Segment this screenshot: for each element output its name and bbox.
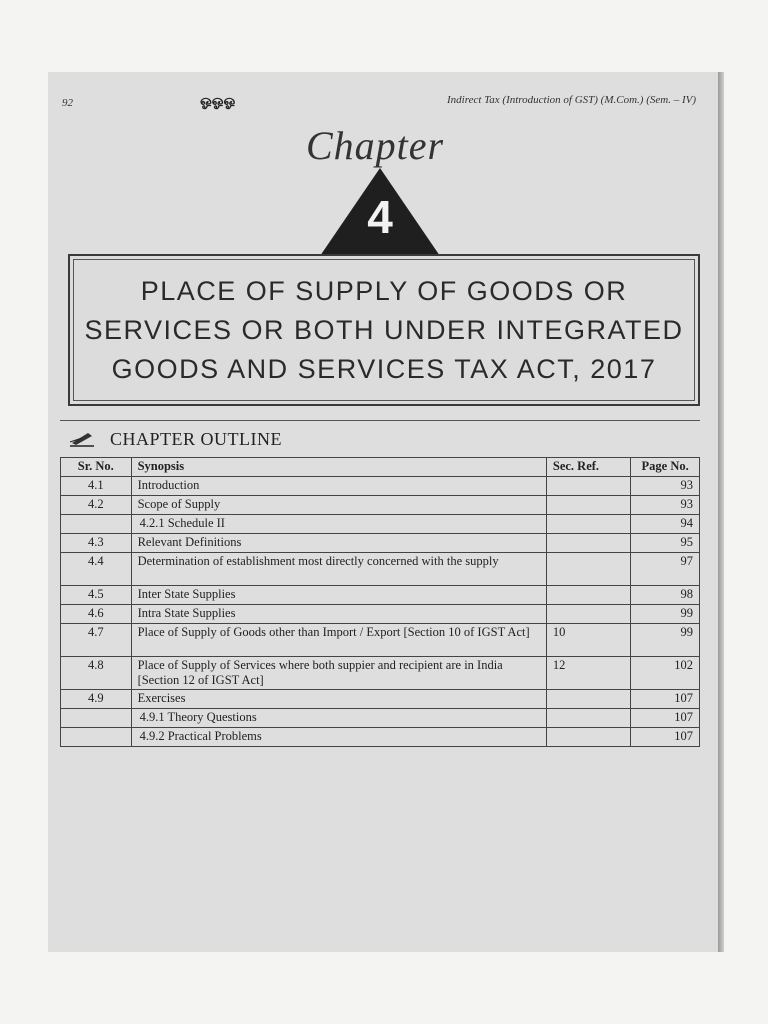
row-synopsis: Relevant Definitions — [131, 534, 546, 553]
table-row — [61, 709, 700, 728]
chapter-title-line: GOODS AND SERVICES TAX ACT, 2017 — [111, 353, 657, 384]
table-row — [61, 624, 700, 657]
row-synopsis: Introduction — [131, 477, 546, 496]
row-sr-number — [61, 709, 132, 728]
row-synopsis: 4.9.2 Practical Problems — [131, 728, 546, 747]
row-section-ref: 12 — [546, 657, 630, 690]
row-page-number: 107 — [631, 728, 700, 747]
row-sr-number — [61, 515, 132, 534]
row-section-ref — [546, 515, 630, 534]
row-synopsis: Place of Supply of Services where both suppier and recipient are in India [Section 12 of IGST Act] — [131, 657, 546, 690]
chapter-title-line: PLACE OF SUPPLY OF GOODS OR — [140, 275, 628, 306]
row-sr-number: 4.3 — [61, 534, 132, 553]
row-sr-number: 4.4 — [61, 553, 132, 586]
table-row — [61, 586, 700, 605]
row-page-number: 107 — [631, 709, 700, 728]
row-synopsis: 4.2.1 Schedule II — [131, 515, 546, 534]
chapter-number: 4 — [367, 191, 393, 243]
row-page-number: 98 — [631, 586, 700, 605]
chapter-title — [84, 272, 683, 389]
row-section-ref — [546, 534, 630, 553]
chapter-word: Chapter — [306, 123, 445, 168]
row-section-ref — [546, 690, 630, 709]
page-header — [62, 94, 696, 114]
row-page-number: 99 — [631, 624, 700, 657]
row-sr-number: 4.9 — [61, 690, 132, 709]
row-synopsis: Place of Supply of Goods other than Import / Export [Section 10 of IGST Act] — [131, 624, 546, 657]
row-page-number: 95 — [631, 534, 700, 553]
row-sr-number: 4.2 — [61, 496, 132, 515]
table-row — [61, 496, 700, 515]
book-page — [48, 72, 718, 952]
row-section-ref: 10 — [546, 624, 630, 657]
row-sr-number: 4.1 — [61, 477, 132, 496]
table-header-row — [61, 458, 700, 477]
row-section-ref — [546, 586, 630, 605]
row-section-ref — [546, 496, 630, 515]
row-synopsis: Intra State Supplies — [131, 605, 546, 624]
outline-heading — [60, 421, 700, 457]
row-page-number: 93 — [631, 496, 700, 515]
row-page-number: 107 — [631, 690, 700, 709]
header-ornament: ஓஓஓ — [200, 94, 236, 109]
column-header: Synopsis — [131, 458, 546, 477]
row-section-ref — [546, 605, 630, 624]
row-sr-number: 4.8 — [61, 657, 132, 690]
table-row — [61, 515, 700, 534]
outline-title: CHAPTER OUTLINE — [110, 428, 282, 449]
table-row — [61, 605, 700, 624]
row-page-number: 97 — [631, 553, 700, 586]
table-row — [61, 728, 700, 747]
row-sr-number: 4.6 — [61, 605, 132, 624]
table-row — [61, 657, 700, 690]
running-title: Indirect Tax (Introduction of GST) (M.Com.) (Sem. – IV) — [447, 94, 696, 106]
row-synopsis: Exercises — [131, 690, 546, 709]
row-section-ref — [546, 728, 630, 747]
row-synopsis: Scope of Supply — [131, 496, 546, 515]
outline-table-body — [61, 477, 700, 747]
table-row — [61, 477, 700, 496]
row-section-ref — [546, 709, 630, 728]
table-row — [61, 534, 700, 553]
row-sr-number — [61, 728, 132, 747]
row-synopsis: 4.9.1 Theory Questions — [131, 709, 546, 728]
pen-writing-icon — [68, 430, 96, 448]
row-sr-number: 4.5 — [61, 586, 132, 605]
page-number: 92 — [62, 97, 73, 109]
table-row — [61, 553, 700, 586]
row-page-number: 99 — [631, 605, 700, 624]
row-synopsis: Inter State Supplies — [131, 586, 546, 605]
row-synopsis: Determination of establishment most directly concerned with the supply — [131, 553, 546, 586]
row-sr-number: 4.7 — [61, 624, 132, 657]
outline-table — [60, 457, 700, 747]
chapter-title-box — [68, 254, 700, 406]
chapter-title-line: SERVICES OR BOTH UNDER INTEGRATED — [84, 314, 684, 345]
row-page-number: 102 — [631, 657, 700, 690]
column-header: Sr. No. — [61, 458, 132, 477]
table-row — [61, 690, 700, 709]
column-header: Page No. — [631, 458, 700, 477]
row-section-ref — [546, 477, 630, 496]
column-header: Sec. Ref. — [546, 458, 630, 477]
row-page-number: 94 — [631, 515, 700, 534]
chapter-outline — [60, 420, 700, 753]
row-page-number: 93 — [631, 477, 700, 496]
row-section-ref — [546, 553, 630, 586]
